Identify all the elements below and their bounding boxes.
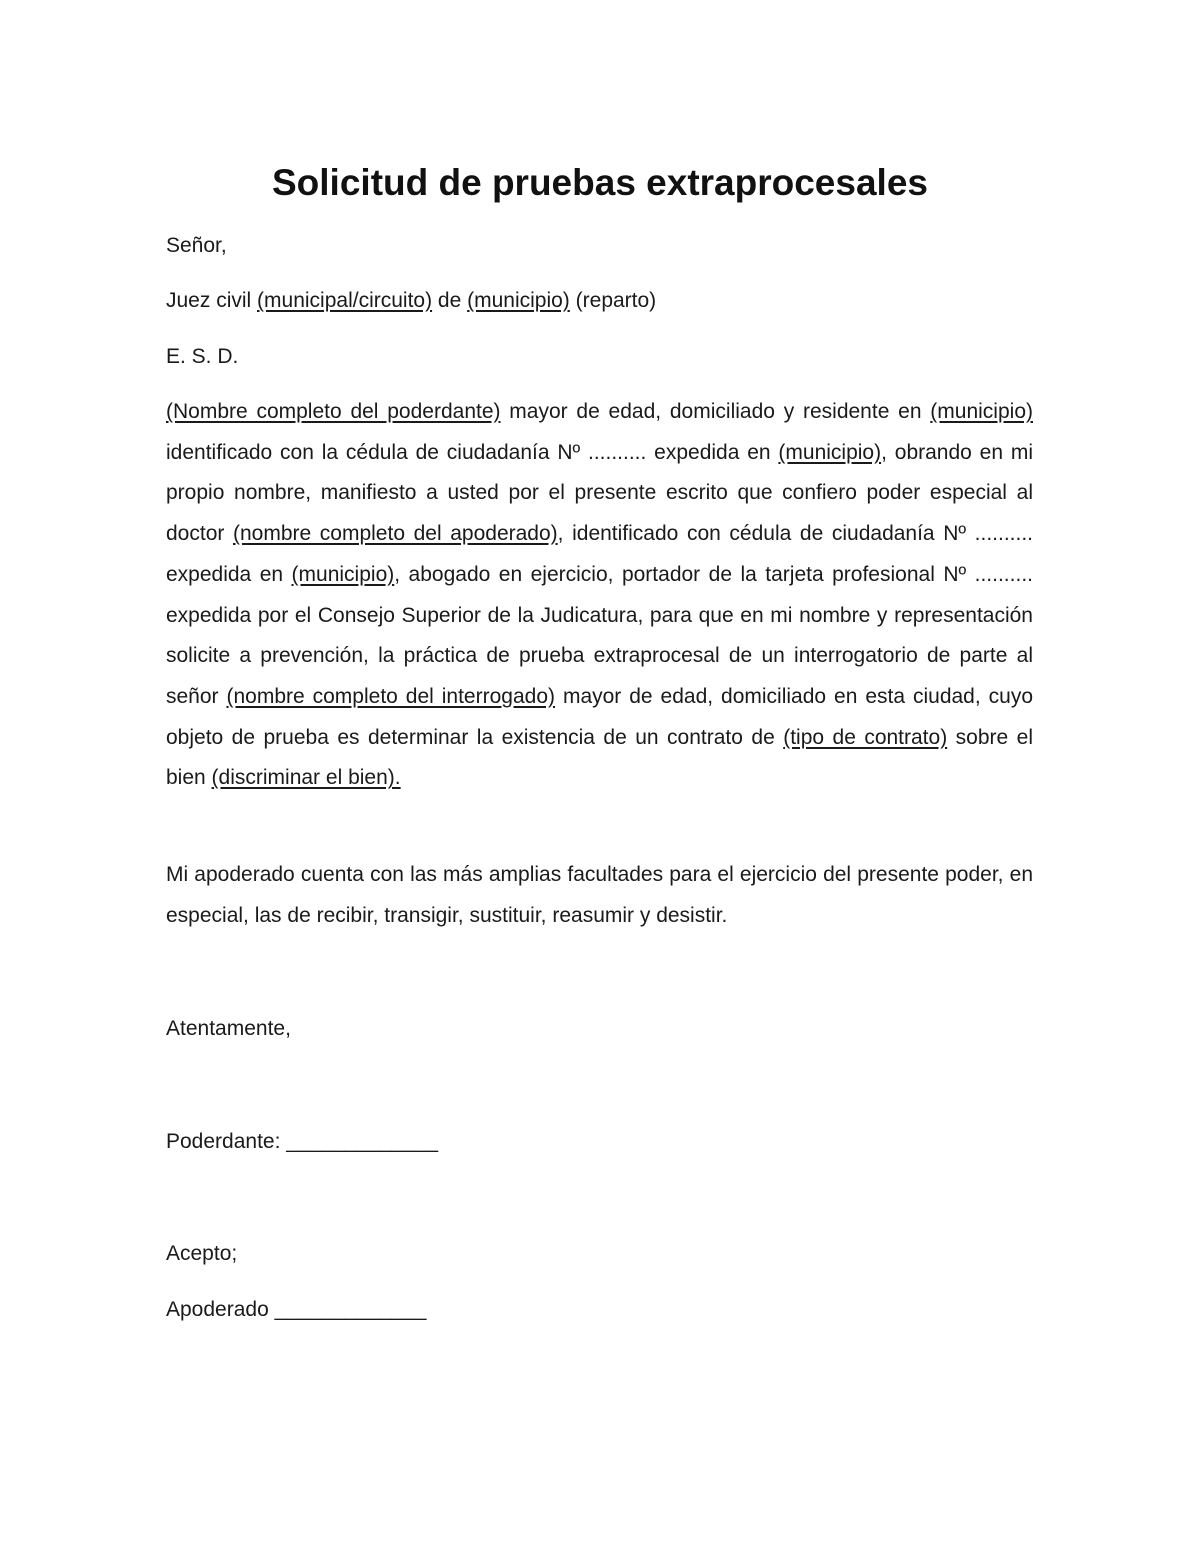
- acepto-line: Acepto;: [166, 1242, 238, 1265]
- addressee-line: [166, 289, 656, 313]
- addressee-text: (reparto): [569, 289, 657, 312]
- placeholder-interrogado: (nombre completo del interrogado): [226, 684, 555, 708]
- body-text: sobre el bien: [166, 725, 1033, 790]
- salutation: Señor,: [166, 234, 227, 257]
- addressee-text: de: [432, 289, 468, 312]
- body-text: identificado con la cédula de ciudadanía Nº .......... expedida en: [166, 440, 779, 464]
- body-text: , abogado en ejercicio, portador de la tarjeta profesional Nº .......... expedida por el Consejo Superior de la Judicatura, para que en mi nombre y representación solicite a prevención, la práctica de prueba extraprocesal de un interrogatorio de parte al señor: [166, 562, 1033, 708]
- esd-line: E. S. D.: [166, 345, 239, 368]
- placeholder-poderdante: (Nombre completo del poderdante): [166, 400, 501, 423]
- placeholder-jurisdiction: (municipal/circuito): [257, 289, 433, 312]
- apoderado-signature-line: Apoderado _____________: [166, 1298, 427, 1321]
- body-text: , obrando en mi propio nombre, manifiesto a usted por el presente escrito que confiero poder especial al doctor: [166, 440, 1033, 546]
- facultades-paragraph: Mi apoderado cuenta con las más amplias facultades para el ejercicio del presente poder, en especial, las de recibir, transigir, sustituir, reasumir y desistir.: [166, 863, 1033, 927]
- placeholder-asset: (discriminar el bien).: [211, 766, 401, 790]
- body-text: mayor de edad, domiciliado y residente en: [500, 400, 931, 423]
- closing: Atentamente,: [166, 1017, 291, 1040]
- placeholder-municipality: (municipio): [291, 562, 395, 586]
- placeholder-municipality: (municipio): [467, 289, 570, 312]
- body-paragraph: [166, 392, 1033, 799]
- addressee-text: Juez civil: [166, 289, 258, 312]
- placeholder-apoderado: (nombre completo del apoderado): [232, 522, 558, 546]
- body-text: mayor de edad, domiciliado en esta ciudad, cuyo objeto de prueba es determinar la existencia de un contrato de: [166, 684, 1034, 749]
- placeholder-contract-type: (tipo de contrato): [783, 725, 948, 749]
- placeholder-municipality: (municipio): [930, 400, 1033, 423]
- placeholder-municipality: (municipio): [778, 440, 882, 464]
- poderdante-signature-line: Poderdante: _____________: [166, 1130, 439, 1153]
- document-title: Solicitud de pruebas extraprocesales: [272, 162, 928, 203]
- body-text: , identificado con cédula de ciudadanía Nº .......... expedida en: [166, 522, 1034, 586]
